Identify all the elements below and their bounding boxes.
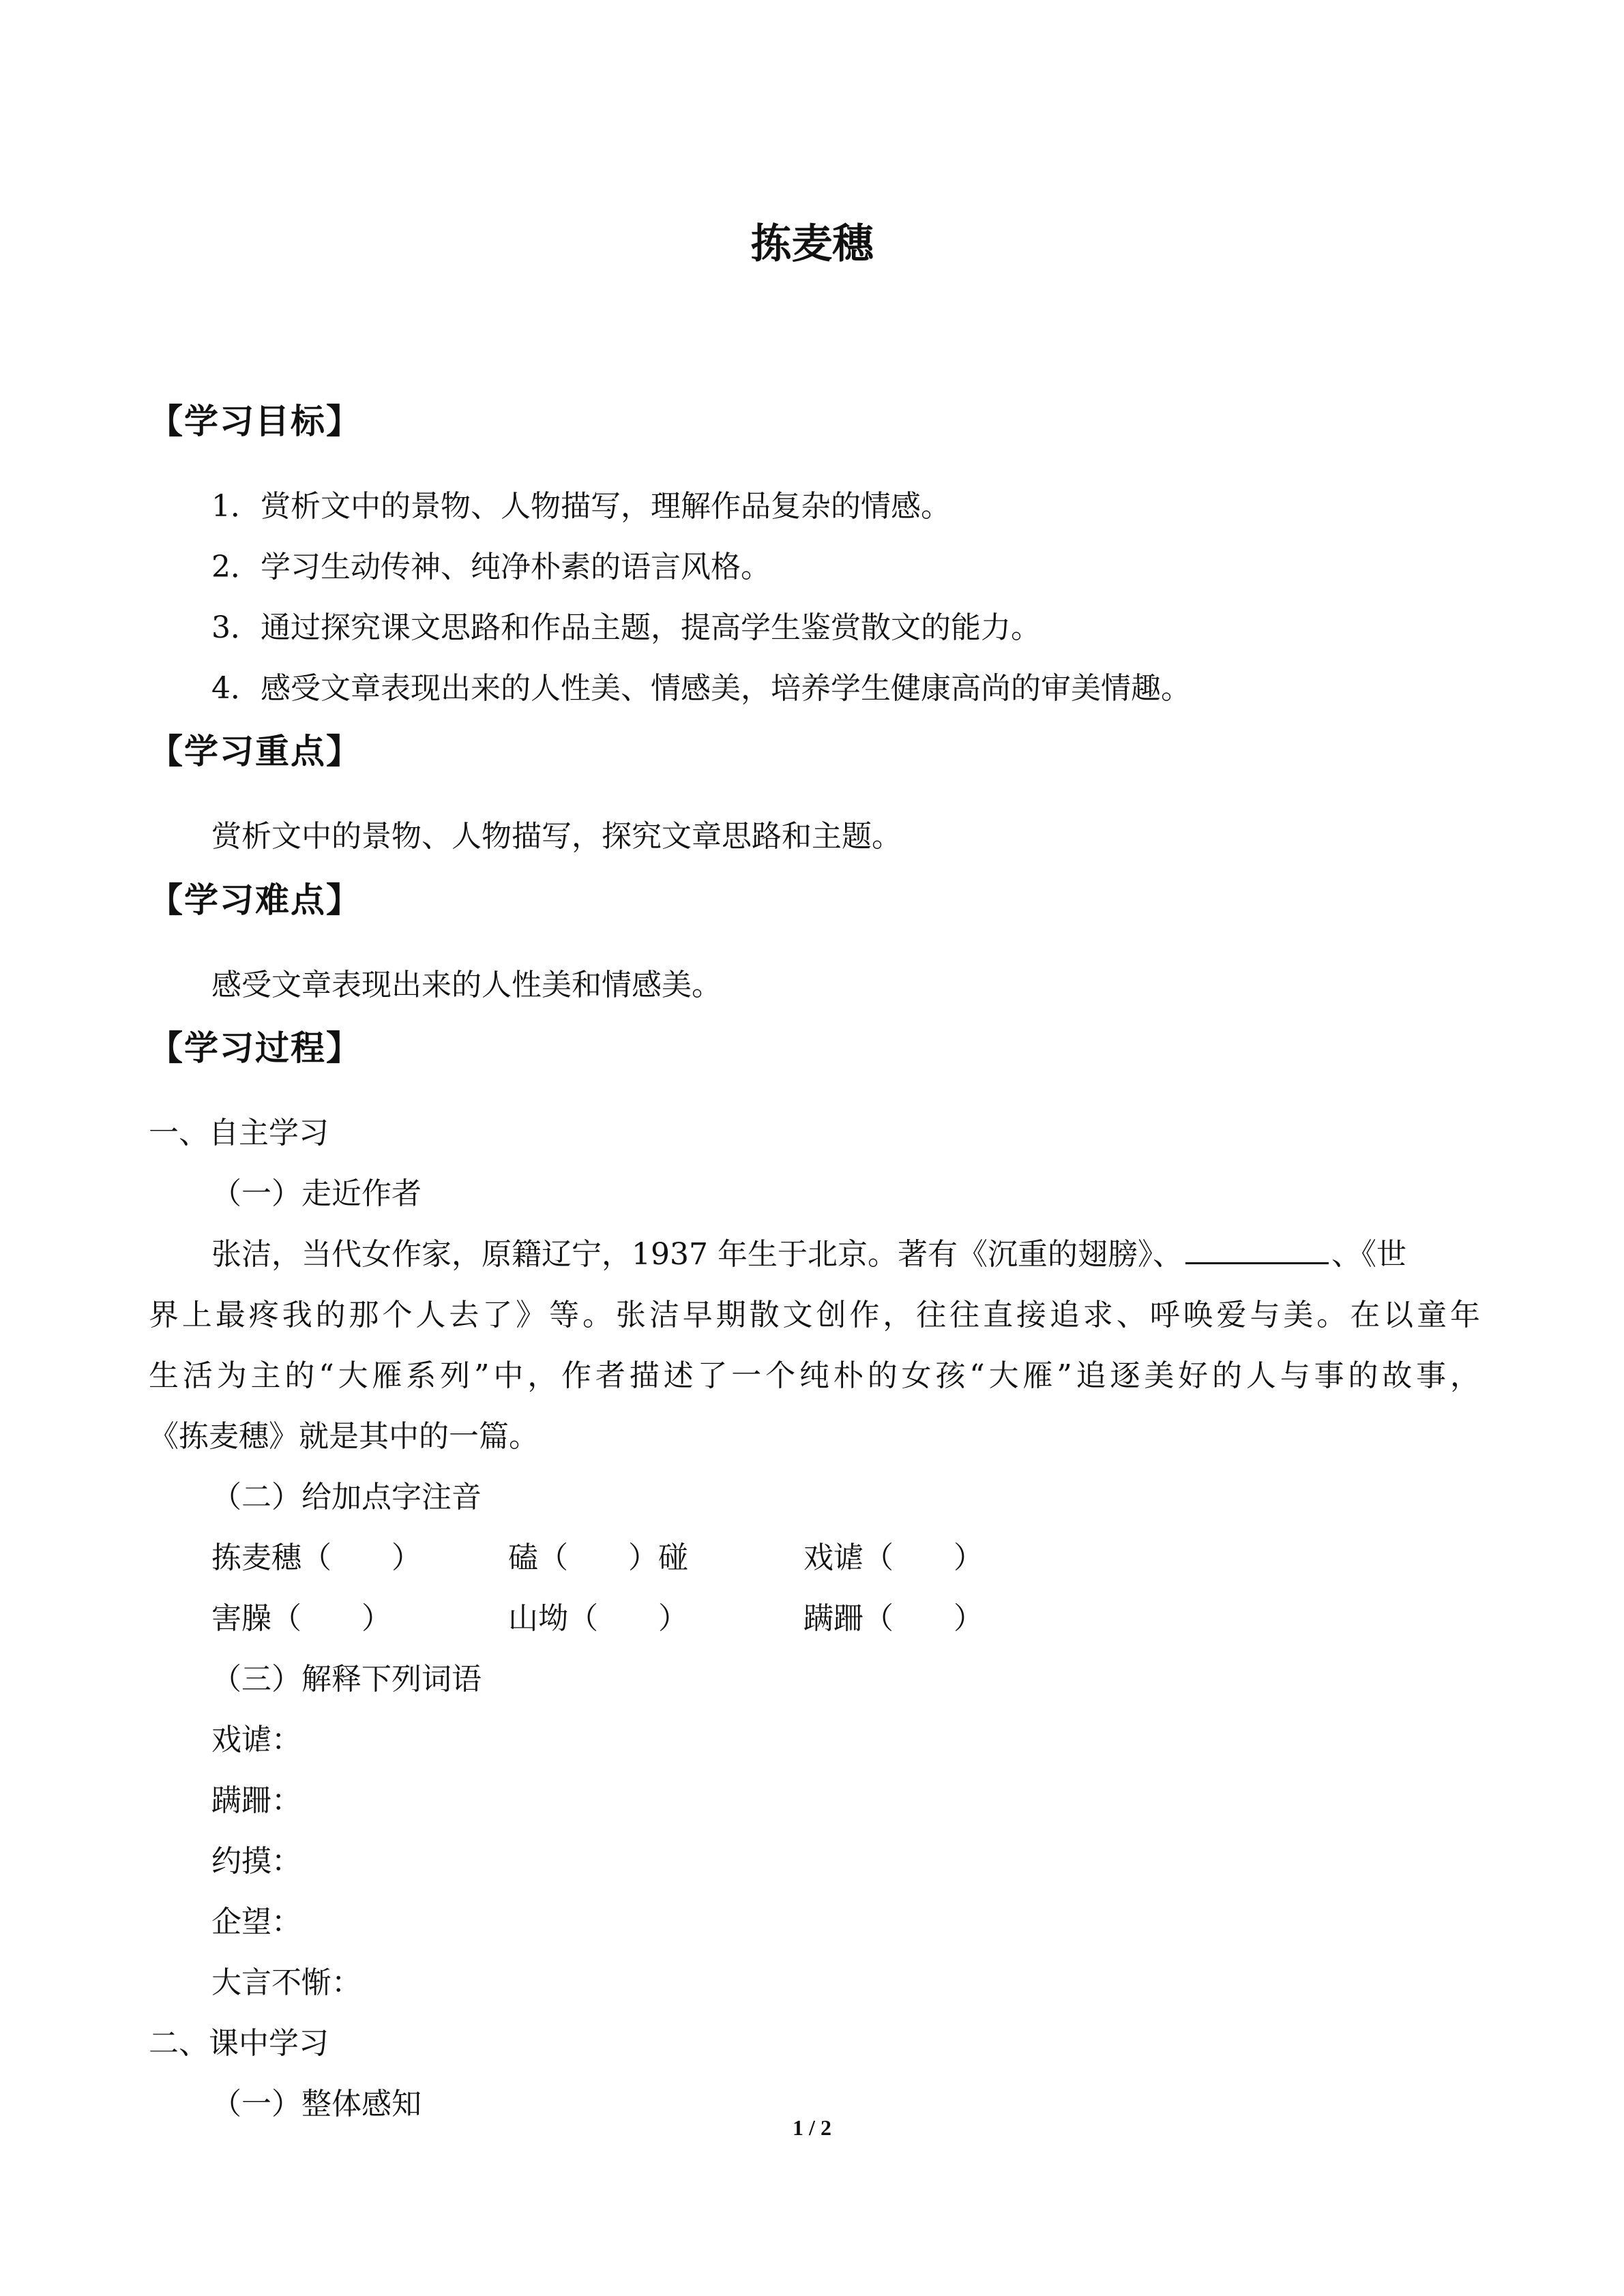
part2-heading: 二、课中学习	[149, 2026, 329, 2061]
process-heading: 【学习过程】	[149, 1028, 361, 1068]
sub1-heading: （一）走近作者	[211, 1176, 422, 1211]
difficulty-text: 感受文章表现出来的人性美和情感美。	[211, 968, 722, 1002]
difficulty-heading: 【学习难点】	[149, 880, 361, 920]
sub4-heading: （一）整体感知	[211, 2087, 422, 2121]
goal-item: 4．感受文章表现出来的人性美、情感美，培养学生健康高尚的审美情趣。	[211, 671, 1191, 706]
focus-text: 赏析文中的景物、人物描写，探究文章思路和主题。	[211, 819, 902, 854]
pinyin-item: 害臊（ ）	[211, 1601, 392, 1636]
part1-heading: 一、自主学习	[149, 1116, 329, 1150]
fill-blank[interactable]	[1185, 1235, 1329, 1264]
goals-heading: 【学习目标】	[149, 402, 361, 441]
term-item: 戏谑：	[211, 1723, 301, 1757]
pinyin-item: 蹒跚（ ）	[803, 1601, 984, 1636]
author-paragraph-line4: 《拣麦穗》就是其中的一篇。	[149, 1419, 539, 1454]
term-item: 约摸：	[211, 1844, 301, 1879]
author-paragraph-line3: 生活为主的“大雁系列”中，作者描述了一个纯朴的女孩“大雁”追逐美好的人与事的故事，	[149, 1358, 1480, 1393]
document-title: 拣麦穗	[750, 220, 874, 268]
term-item: 企望：	[211, 1905, 301, 1939]
sub3-heading: （三）解释下列词语	[211, 1662, 482, 1697]
pinyin-item: 拣麦穗（ ）	[211, 1540, 422, 1575]
page-number: 1 / 2	[793, 2115, 831, 2140]
author-paragraph-line1	[211, 1229, 1406, 1273]
term-item: 大言不惭：	[211, 1965, 361, 2000]
goal-item: 2．学习生动传神、纯净朴素的语言风格。	[211, 550, 771, 584]
term-item: 蹒跚：	[211, 1783, 301, 1818]
goal-item: 3．通过探究课文思路和作品主题，提高学生鉴赏散文的能力。	[211, 610, 1041, 645]
pinyin-item: 磕（ ）碰	[508, 1540, 688, 1575]
author-text-a: 张洁，当代女作家，原籍辽宁，1937 年生于北京。著有《沉重的翅膀》、	[211, 1237, 1183, 1272]
author-paragraph-line2: 界上最疼我的那个人去了》等。张洁早期散文创作，往往直接追求、呼唤爱与美。在以童年	[149, 1298, 1480, 1332]
pinyin-item: 山坳（ ）	[508, 1601, 688, 1636]
sub2-heading: （二）给加点字注音	[211, 1480, 482, 1515]
author-text-b: 、《世	[1331, 1237, 1406, 1272]
focus-heading: 【学习重点】	[149, 732, 361, 771]
pinyin-item: 戏谑（ ）	[803, 1540, 984, 1575]
goal-item: 1．赏析文中的景物、人物描写，理解作品复杂的情感。	[211, 489, 951, 524]
